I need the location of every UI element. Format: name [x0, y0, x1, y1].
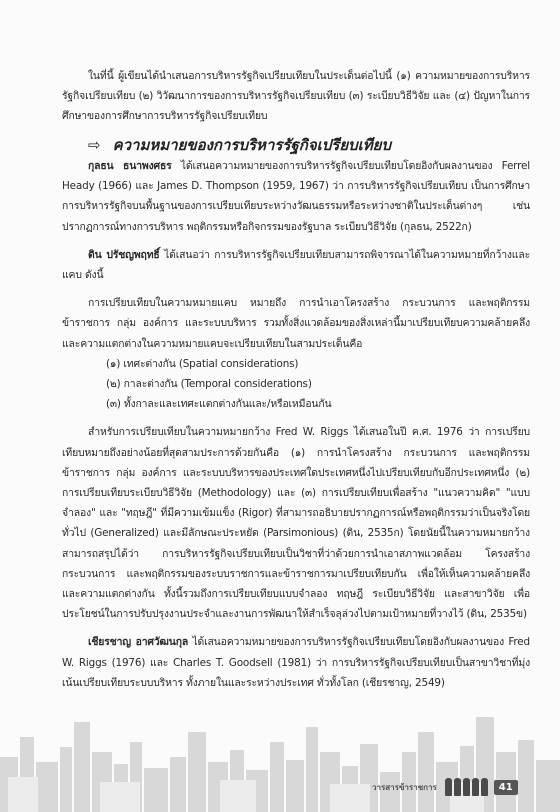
section-heading-text: ความหมายของการบริหารรัฐกิจเปรียบเทียบ — [112, 136, 391, 154]
author-name: กุลธน ธนาพงศธร — [88, 160, 172, 172]
paragraph-din — [62, 245, 530, 285]
intro-block — [62, 66, 530, 127]
list-item: (๓) ทั้งกาละและเทศะแตกต่างกันและ/หรือเหมือนกัน — [106, 398, 332, 411]
body-block — [62, 156, 530, 693]
intro-paragraph: ในที่นี้ ผู้เขียนได้นำเสนอการบริหารรัฐกิจเปรียบเทียบในประเด็นต่อไปนี้ (๑) ความหมายของการบริหารรัฐกิจเปรียบเทียบ (๒) วิวัฒนาการของการบริหารรัฐกิจเปรียบเทียบ (๓) ระเบียบวิธีวิจัย และ (๔) ปัญหาในการศึกษาของการศึกษาการบริหารรัฐกิจเปรียบเทียบ — [62, 70, 530, 123]
paragraph-chianchan — [62, 632, 530, 693]
page-footer — [372, 776, 518, 798]
page-number: 41 — [494, 780, 518, 795]
journal-title: วารสารข้าราชการ — [372, 782, 437, 792]
section-heading — [88, 133, 391, 157]
people-logo-icon — [445, 778, 488, 796]
paragraph-broad-meaning: สำหรับการเปรียบเทียบในความหมายกว้าง Fred W. Riggs ได้เสนอในปี ค.ศ. 1976 ว่า การเปรียบเทียบหมายถึงอย่างน้อยที่สุดสามประการด้วยกันคือ (๑) การนำโครงสร้าง กระบวนการ และพฤติกรรมข้าราชการ กลุ่ม องค์การ และระบบบริหารของประเทศใดประเทศหนึ่งไปเปรียบเทียบกับอีกประเทศหนึ่ง (๒) การเปรียบเทียบระเบียบวิธีวิจัย (Methodology) และ (๓) การเปรียบเทียบเพื่อสร้าง "แนวความคิด" "แบบจำลอง" และ "ทฤษฎี" ที่มีความเข้มแข็ง (Rigor) ที่สามารถอธิบายปรากฏการณ์หรือพฤติกรรมว่าเป็นจริงโดยทั่วไป (Generalized) และมีลักษณะประหยัด (Parsimonious) (ดิน, 2535ก) โดยนัยนี้ในความหมายกว้างสามารถสรุปได้ว่า การบริหารรัฐกิจเปรียบเทียบเป็นวิชาที่ว่าด้วยการนำเอาสภาพแวดล้อม โครงสร้าง กระบวนการ และพฤติกรรมของระบบราชการและข้าราชการมาเปรียบเทียบกัน เพื่อให้เห็นความคล้ายคลึงและความแตกต่างกัน ทั้งนี้รวมถึงการเปรียบเทียบแบบจำลอง ทฤษฎี ระเบียบวิธีวิจัย และสาขาวิจัย เพื่อประโยชน์ในการปรับปรุงงานประจำและงานการพัฒนาให้สำเร็จลุล่วงไปตามเป้าหมายที่วางไว้ (ดิน, 2535ข) — [62, 426, 530, 621]
author-name: เชียรชาญ อาศวัฒนกุล — [88, 636, 189, 649]
paragraph-text: ได้เสนอความหมายของการบริหารรัฐกิจเปรียบเทียบโดยอิงกับผลงานของ Fred W. Riggs (1976) และ Charles T. Goodsell (1981) ว่า การบริหารรัฐกิจเปรียบเทียบเป็นสาขาวิชาที่มุ่งเน้นเปรียบเทียบระบบบริหาร ทั้งภายในและระหว่างประเทศ ทั่วทั้งโลก (เชียรชาญ, 2549) — [62, 636, 530, 689]
list-item: (๑) เทศะต่างกัน (Spatial considerations) — [106, 357, 299, 370]
list-item: (๒) กาละต่างกัน (Temporal considerations) — [106, 378, 312, 391]
paragraph-narrow-meaning: การเปรียบเทียบในความหมายแคบ หมายถึง การนำเอาโครงสร้าง กระบวนการ และพฤติกรรมข้าราชการ กลุ่ม องค์การ และระบบบริหาร รวมทั้งสิ่งแวดล้อมของสิ่งเหล่านี้มาเปรียบเทียบความคล้ายคลึงและความแตกต่างในความหมายแคบจะเปรียบเทียบในสามประเด็นคือ — [62, 297, 530, 350]
author-name: ดิน ปรัชญพฤทธิ์ — [88, 248, 160, 261]
paragraph-text: ได้เสนอว่า การบริหารรัฐกิจเปรียบเทียบสามารถพิจารณาได้ในความหมายที่กว้างและแคบ ดังนี้ — [62, 248, 531, 282]
paragraph-kulthon — [62, 156, 530, 237]
paragraph-text: ได้เสนอความหมายของการบริหารรัฐกิจเปรียบเทียบโดยอิงกับผลงานของ Ferrel Heady (1966) และ James D. Thompson (1959, 1967) ว่า การบริหารรัฐกิจเปรียบเทียบ เป็นการศึกษาการบริหารรัฐกิจบนพื้นฐานของการเปรียบเทียบระหว่างวัฒนธรรมหรือระหว่างชาติในประเด็นต่างๆ เช่น ปรากฏการณ์ทางการบริหาร พฤติกรรมหรือกิจกรรมของรัฐบาล ระเบียบวิธีวิจัย (กุลธน, 2522ก) — [62, 160, 530, 233]
consideration-list — [62, 354, 530, 415]
arrow-icon: ⇨ — [88, 136, 101, 154]
